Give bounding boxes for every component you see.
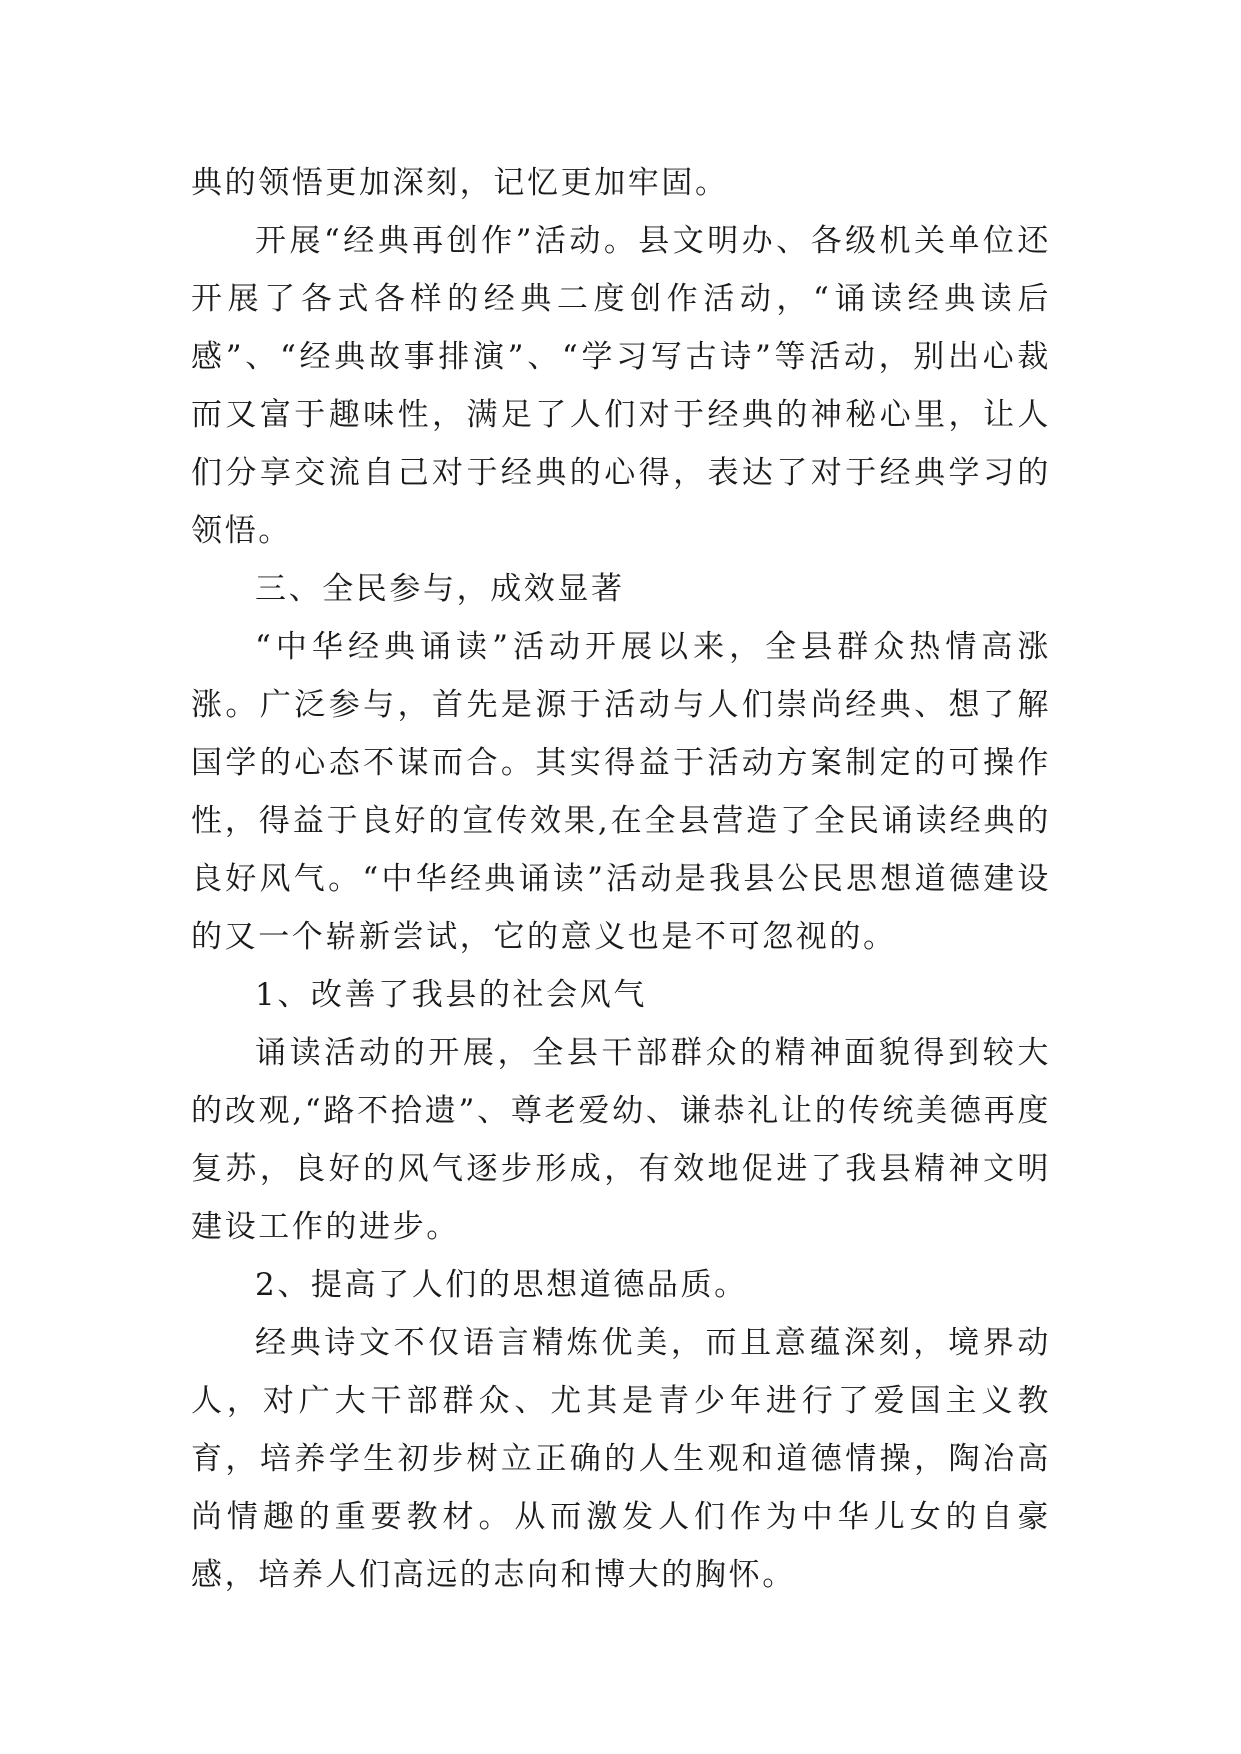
subheading-2: 2、提高了人们的思想道德品质。 xyxy=(255,1267,748,1303)
paragraph-continuation: 典的领悟更加深刻，记忆更加牢固。 xyxy=(191,165,729,201)
paragraph-social-atmosphere: 诵读活动的开展，全县干部群众的精神面貌得到较大的改观,“路不拾遗”、尊老爱幼、谦恭礼让的传统美德再度复苏，良好的风气逐步形成，有效地促进了我县精神文明建设工作的进步。 xyxy=(191,1035,1051,1245)
section-heading-3: 三、全民参与，成效显著 xyxy=(255,571,625,607)
subheading-1: 1、改善了我县的社会风气 xyxy=(255,977,647,1013)
paragraph-reinvention-activity: 开展“经典再创作”活动。县文明办、各级机关单位还开展了各式各样的经典二度创作活动，“诵读经典读后感”、“经典故事排演”、“学习写古诗”等活动，别出心裁而又富于趣味性，满足了人们对于经典的神秘心里，让人们分享交流自己对于经典的心得，表达了对于经典学习的领悟。 xyxy=(191,223,1051,549)
document-body xyxy=(191,154,1051,1604)
paragraph-moral-quality: 经典诗文不仅语言精炼优美，而且意蕴深刻，境界动人，对广大干部群众、尤其是青少年进行了爱国主义教育，培养学生初步树立正确的人生观和道德情操，陶冶高尚情趣的重要教材。从而激发人们作为中华儿女的自豪感，培养人们高远的志向和博大的胸怀。 xyxy=(191,1325,1051,1593)
paragraph-participation: “中华经典诵读”活动开展以来，全县群众热情高涨涨。广泛参与，首先是源于活动与人们崇尚经典、想了解国学的心态不谋而合。其实得益于活动方案制定的可操作性，得益于良好的宣传效果,在全县营造了全民诵读经典的良好风气。“中华经典诵读”活动是我县公民思想道德建设的又一个崭新尝试，它的意义也是不可忽视的。 xyxy=(191,629,1051,955)
